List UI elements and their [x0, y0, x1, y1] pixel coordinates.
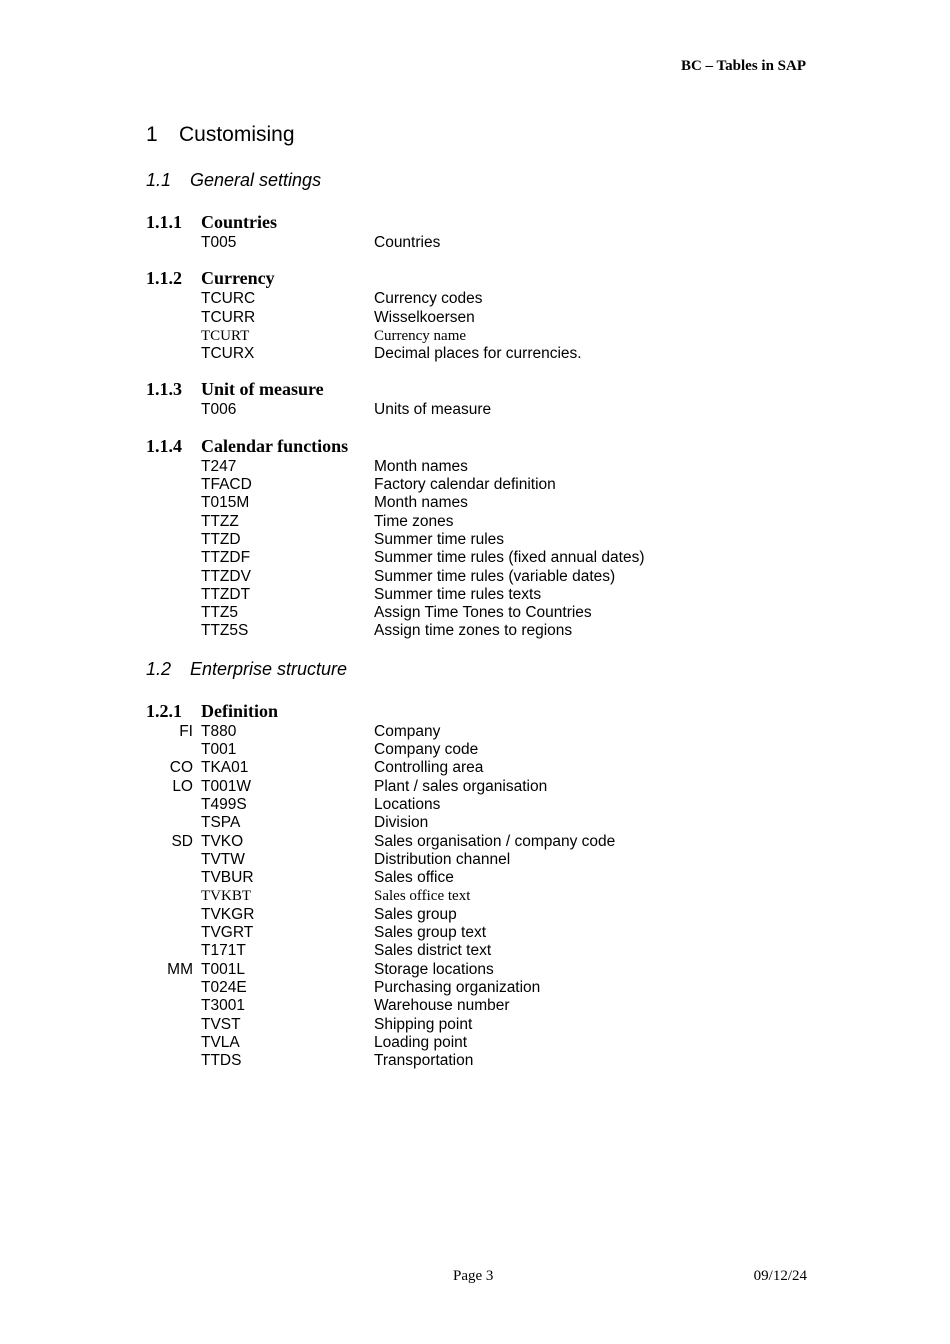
module-label	[146, 869, 201, 887]
table-description: Sales office text	[374, 888, 471, 905]
table-code: T024E	[201, 978, 247, 996]
table-code: T001L	[201, 960, 245, 978]
module-label	[146, 814, 201, 832]
subsection-heading	[146, 266, 846, 290]
table-code: T015M	[201, 494, 250, 512]
table-code: T006	[201, 401, 237, 419]
table-description: Assign Time Tones to Countries	[374, 604, 592, 622]
subsection-title: Countries	[201, 212, 277, 232]
table-description: Summer time rules	[374, 530, 505, 548]
module-label	[146, 979, 201, 997]
table-row	[146, 796, 846, 814]
page-number: Page 3	[453, 1268, 494, 1284]
subsection-heading	[146, 434, 846, 458]
table-code: TTZDT	[201, 585, 251, 603]
section-enterprise-structure	[146, 699, 846, 1071]
table-description: Summer time rules (variable dates)	[374, 567, 616, 585]
module-label	[146, 345, 201, 363]
module-label	[146, 1052, 201, 1070]
section-title: Enterprise structure	[190, 658, 348, 679]
module-label: FI	[179, 722, 193, 740]
table-row	[146, 961, 846, 979]
table-code: TTZD	[201, 530, 241, 548]
table-row	[146, 604, 846, 622]
table-code: TVST	[201, 1015, 241, 1033]
module-label	[146, 942, 201, 960]
table-code: TVTW	[201, 850, 245, 868]
table-code: T171T	[201, 942, 246, 960]
module-label	[146, 887, 201, 905]
table-row	[146, 309, 846, 327]
table-code: T001W	[201, 777, 251, 795]
module-label	[146, 1016, 201, 1034]
subsection-number: 1.1.3	[146, 379, 182, 400]
page-date: 09/12/24	[753, 1268, 807, 1284]
table-row	[146, 290, 846, 308]
table-row	[146, 458, 846, 476]
table-description: Wisselkoersen	[374, 308, 475, 326]
table-code: T001	[201, 741, 237, 759]
table-description: Currency name	[374, 327, 467, 344]
module-label	[146, 924, 201, 942]
table-row	[146, 833, 846, 851]
subsection-number: 1.2.1	[146, 700, 182, 721]
subsection-number: 1.1.1	[146, 212, 182, 232]
table-row	[146, 906, 846, 924]
table-description: Currency codes	[374, 290, 483, 308]
module-label	[146, 401, 201, 419]
table-row	[146, 942, 846, 960]
table-row	[146, 327, 846, 345]
module-label	[146, 741, 201, 759]
table-code: TVKBT	[201, 888, 251, 905]
table-description: Units of measure	[374, 401, 492, 419]
table-description: Locations	[374, 795, 441, 813]
table-code: TKA01	[201, 759, 249, 777]
table-row	[146, 494, 846, 512]
module-label	[146, 494, 201, 512]
table-description: Controlling area	[374, 759, 484, 777]
subsection-number: 1.1.4	[146, 435, 182, 456]
module-label	[146, 1034, 201, 1052]
module-label	[146, 906, 201, 924]
table-code: TTDS	[201, 1052, 242, 1070]
table-description: Sales office	[374, 869, 454, 887]
table-row	[146, 869, 846, 887]
table-code: T499S	[201, 795, 247, 813]
table-row	[146, 924, 846, 942]
document-body	[146, 120, 846, 1084]
table-description: Decimal places for currencies.	[374, 345, 582, 363]
table-row	[146, 759, 846, 777]
table-description: Sales group text	[374, 924, 487, 942]
table-row	[146, 513, 846, 531]
section-number: 1.1	[146, 170, 172, 190]
subsection-title: Currency	[201, 268, 275, 289]
table-code: T247	[201, 457, 237, 475]
module-label	[146, 851, 201, 869]
module-label	[146, 604, 201, 622]
table-row	[146, 234, 846, 252]
table-description: Purchasing organization	[374, 978, 541, 996]
module-label	[146, 997, 201, 1015]
section-heading	[146, 655, 846, 683]
table-code: TTZ5S	[201, 622, 249, 640]
module-label: SD	[171, 832, 193, 850]
table-description: Summer time rules texts	[374, 585, 542, 603]
module-label	[146, 513, 201, 531]
table-description: Summer time rules (fixed annual dates)	[374, 549, 645, 567]
table-description: Month names	[374, 457, 468, 475]
section-title: General settings	[190, 170, 322, 190]
table-code: TSPA	[201, 814, 241, 832]
table-code: TVLA	[201, 1033, 240, 1051]
page-header-title: BC – Tables in SAP	[680, 58, 806, 74]
subsection-title: Definition	[201, 700, 279, 721]
subsection-title: Calendar functions	[201, 435, 349, 456]
table-code: TTZ5	[201, 604, 239, 622]
table-description: Time zones	[374, 512, 454, 530]
table-code: TVBUR	[201, 869, 254, 887]
table-description: Loading point	[374, 1033, 468, 1051]
table-description: Sales organisation / company code	[374, 832, 616, 850]
table-row	[146, 979, 846, 997]
table-row	[146, 1034, 846, 1052]
table-description: Factory calendar definition	[374, 476, 556, 494]
table-description: Company	[374, 722, 441, 740]
chapter-heading	[146, 120, 846, 150]
module-label: LO	[172, 777, 193, 795]
section-heading	[146, 166, 846, 194]
table-row	[146, 997, 846, 1015]
table-row	[146, 1052, 846, 1070]
table-row	[146, 476, 846, 494]
table-list	[146, 290, 846, 363]
table-row	[146, 586, 846, 604]
module-label	[146, 531, 201, 549]
table-code: TTZDF	[201, 549, 251, 567]
module-label	[146, 309, 201, 327]
table-row	[146, 549, 846, 567]
table-list	[146, 234, 846, 252]
table-row	[146, 1016, 846, 1034]
table-description: Plant / sales organisation	[374, 777, 548, 795]
table-description: Transportation	[374, 1052, 474, 1070]
table-description: Shipping point	[374, 1015, 473, 1033]
table-row	[146, 401, 846, 419]
module-label	[146, 586, 201, 604]
table-code: TCURR	[201, 308, 256, 326]
chapter-title: Customising	[179, 123, 295, 146]
table-code: TVGRT	[201, 924, 254, 942]
table-description: Sales group	[374, 905, 457, 923]
table-row	[146, 741, 846, 759]
table-code: T005	[201, 234, 237, 251]
table-code: TVKGR	[201, 905, 255, 923]
module-label	[146, 458, 201, 476]
table-row	[146, 723, 846, 741]
table-description: Sales district text	[374, 942, 492, 960]
table-list	[146, 723, 846, 1071]
table-row	[146, 568, 846, 586]
table-row	[146, 531, 846, 549]
table-code: TVKO	[201, 832, 244, 850]
table-row	[146, 887, 846, 905]
table-code: TCURX	[201, 345, 255, 363]
table-row	[146, 851, 846, 869]
section-number: 1.2	[146, 658, 172, 679]
module-label	[146, 290, 201, 308]
table-code: T880	[201, 722, 237, 740]
chapter-number: 1	[146, 123, 158, 146]
subsection-title: Unit of measure	[201, 379, 324, 400]
module-label	[146, 234, 201, 252]
module-label	[146, 549, 201, 567]
module-label	[146, 568, 201, 586]
section-general-settings	[146, 210, 846, 641]
subsection-heading	[146, 699, 846, 723]
table-description: Distribution channel	[374, 850, 511, 868]
table-row	[146, 778, 846, 796]
module-label: MM	[167, 960, 193, 978]
subsection-heading	[146, 210, 846, 234]
module-label	[146, 796, 201, 814]
table-description: Division	[374, 814, 429, 832]
table-description: Month names	[374, 494, 468, 512]
table-code: TFACD	[201, 476, 252, 494]
table-description: Warehouse number	[374, 997, 510, 1015]
subsection-heading	[146, 377, 846, 401]
table-code: TCURC	[201, 290, 256, 308]
table-row	[146, 814, 846, 832]
module-label: CO	[169, 759, 193, 777]
module-label	[146, 476, 201, 494]
table-code: TTZZ	[201, 512, 239, 530]
table-description: Assign time zones to regions	[374, 622, 573, 640]
subsection-number: 1.1.2	[146, 268, 182, 289]
table-code: TCURT	[201, 327, 250, 344]
table-description: Storage locations	[374, 960, 494, 978]
table-row	[146, 622, 846, 640]
table-code: TTZDV	[201, 567, 251, 585]
table-code: T3001	[201, 997, 245, 1015]
module-label	[146, 622, 201, 640]
table-description: Countries	[374, 234, 441, 251]
table-list	[146, 458, 846, 641]
table-list	[146, 401, 846, 419]
table-row	[146, 345, 846, 363]
module-label	[146, 327, 201, 345]
table-description: Company code	[374, 741, 479, 759]
